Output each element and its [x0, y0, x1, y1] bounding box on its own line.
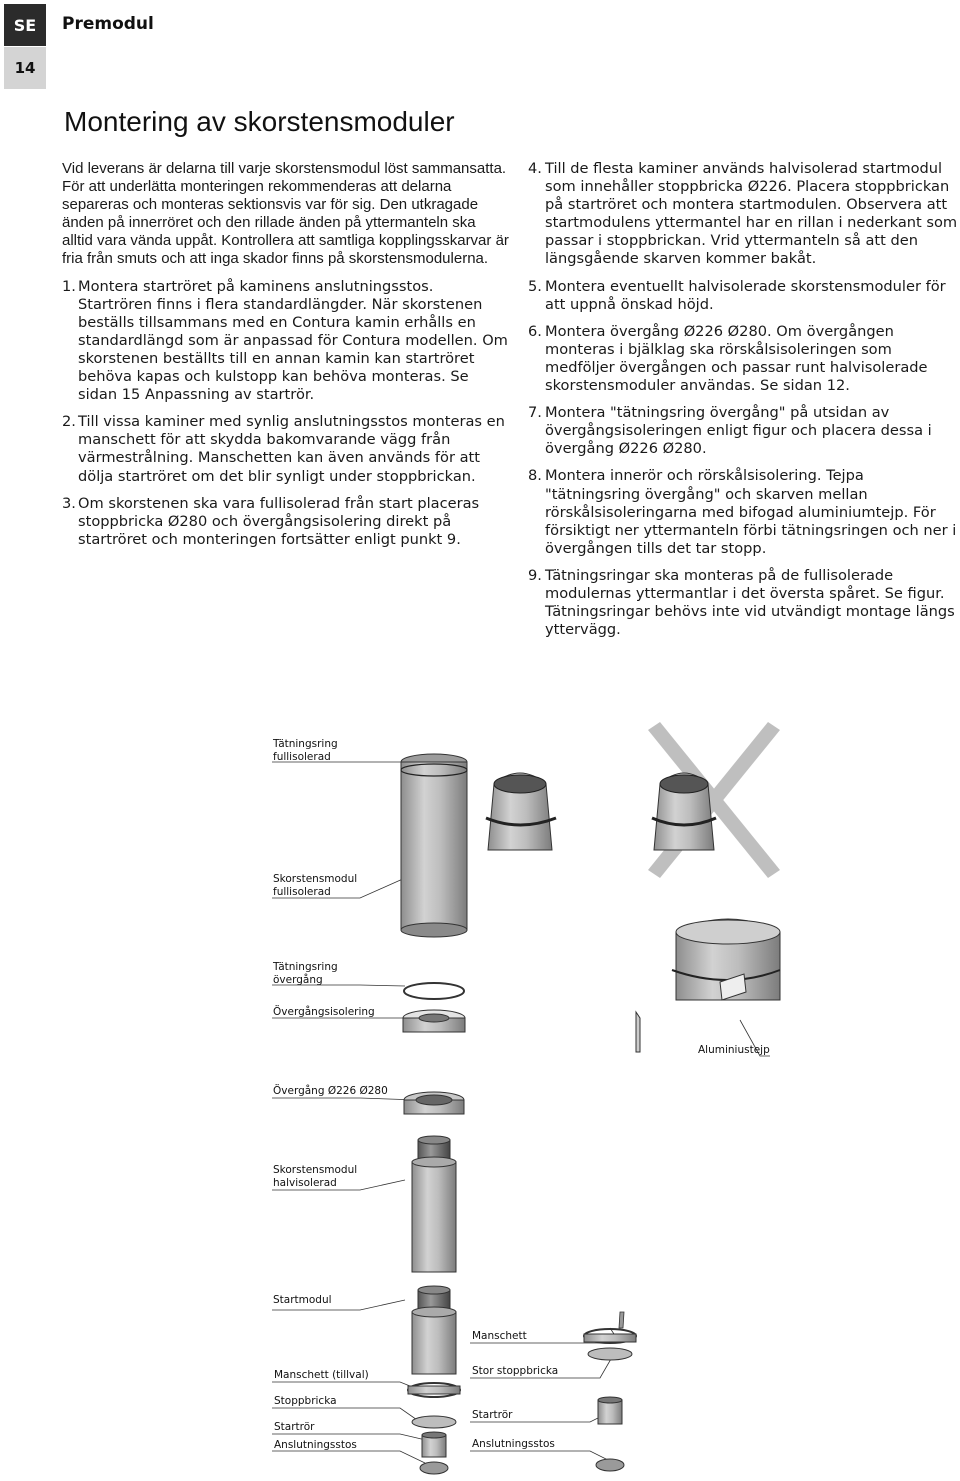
step-text: Montera innerör och rörskålsisolering. Tejpa "tätningsring övergång" och skarven mellan rörskålsisoleringarna med bifogad aluminiumtejp. För försiktigt ner yttermanteln förbi tätningsringen och ner i övergången tills det tar stopp. [545, 467, 957, 557]
manschett-stack [584, 1312, 636, 1471]
step-number: 1. [62, 277, 76, 295]
left-column [62, 160, 510, 558]
section-title: Premodul [62, 14, 154, 34]
step-text: Om skorstenen ska vara fullisolerad från start placeras stoppbricka Ø280 och övergångsisolering direkt på startröret och monteringen fortsätter enligt punkt 9. [78, 494, 480, 548]
leader-lines [272, 762, 770, 1463]
step-number: 2. [62, 413, 76, 431]
step-1 [62, 278, 510, 405]
step-text: Till de flesta kaminer används halvisolerad startmodul som innehåller stoppbricka Ø226. Placera stoppbrickan på startröret och montera startmodulen. Observera att startmodulens yttermantel har en rillan i nederkant som passar i stoppbrickan. Vrid yttermanteln så att den längsgående skarven kommer bakåt. [545, 160, 958, 268]
step-number: 9. [528, 566, 542, 584]
label-stoppbricka: Stoppbricka [274, 1395, 337, 1407]
step-4 [528, 160, 960, 269]
label-startmodul: Startmodul [273, 1294, 332, 1306]
label-manschett: Manschett [472, 1330, 527, 1342]
exploded-stack [401, 754, 467, 1474]
step-number: 3. [62, 494, 76, 512]
label-aluminiumtejp: Aluminiustejp [698, 1044, 770, 1056]
step-number: 7. [528, 404, 542, 422]
step-text: Till vissa kaminer med synlig anslutningsstos monteras en manschett för att skydda bakomvarande vägg från värmestrålning. Manschetten kan även används för att dölja startröret om det blir synligt under stoppbrickan. [78, 413, 505, 485]
label-overgang: Övergång Ø226 Ø280 [273, 1085, 388, 1097]
page-title: Montering av skorstensmoduler [64, 106, 455, 137]
step-2 [62, 413, 510, 485]
assembly-figure [0, 700, 960, 1481]
label-stor-stoppbricka: Stor stoppbricka [472, 1365, 559, 1377]
step-7 [528, 404, 960, 458]
detail-view [486, 722, 780, 1052]
step-number: 8. [528, 467, 542, 485]
label-skorstensmodul-fullisolerad: Skorstensmodul fullisolerad [273, 873, 358, 898]
label-tatningsring-overgang: Tätningsring övergång [273, 961, 338, 986]
label-startror-left: Startrör [274, 1421, 315, 1433]
step-5 [528, 278, 960, 314]
assembly-drawing [0, 700, 960, 1481]
label-overgangsisolering: Övergångsisolering [273, 1006, 375, 1018]
label-startror-right: Startrör [472, 1409, 513, 1421]
step-text: Montera övergång Ø226 Ø280. Om övergången monteras i bjälklag ska rörskålsisoleringen som medföljer övergången och passar runt halvisolerade skorstensmoduler användas. Se sidan 12. [545, 322, 928, 395]
label-anslutningsstos-right: Anslutningsstos [472, 1438, 555, 1450]
label-anslutningsstos-left: Anslutningsstos [274, 1439, 357, 1451]
step-9 [528, 567, 960, 639]
step-6 [528, 323, 960, 395]
step-8 [528, 467, 960, 557]
step-text: Montera startröret på kaminens anslutningsstos. Startrören finns i flera standardlängder. När skorstenen beställs tillsammans med en Contura kamin erhålls en standardlängd som är anpassad för Contura modellen. Om skorstenen beställts till en annan kamin kan startröret behöva kapas och kulstopp kan behöva monteras. Se sidan 15 Anpassning av startrör. [78, 277, 508, 404]
right-column [528, 160, 960, 648]
label-tatningsring-fullisolerad: Tätningsring fullisolerad [273, 738, 338, 763]
step-number: 5. [528, 277, 542, 295]
step-number: 4. [528, 160, 542, 177]
step-3 [62, 495, 510, 549]
step-text: Tätningsringar ska monteras på de fullisolerade modulernas yttermantlar i det översta spåret. Se figur. Tätningsringar behövs inte vid utvändigt montage längs yttervägg. [545, 566, 955, 639]
page-number: 14 [4, 47, 46, 89]
step-text: Montera "tätningsring övergång" på utsidan av övergångsisoleringen enligt figur och placera dessa i övergång Ø226 Ø280. [545, 404, 932, 458]
intro-paragraph: Vid leverans är delarna till varje skorstensmodul löst sammansatta. För att underlätta monteringen rekommenderas att delarna separeras och monteras sektionsvis var för sig. Den utkragade änden på innerröret och den rillade änden på yttermanteln ska alltid vara vända uppåt. Kontrollera att samtliga kopplingsskarvar är fria från smuts och att inga skador finns på skorstensmodulerna. [62, 160, 509, 268]
step-number: 6. [528, 322, 542, 340]
language-tab: SE [4, 4, 46, 46]
label-manschett-tillval: Manschett (tillval) [274, 1369, 369, 1381]
label-skorstensmodul-halvisolerad: Skorstensmodul halvisolerad [273, 1164, 358, 1189]
step-text: Montera eventuellt halvisolerade skorstensmoduler för att uppnå önskad höjd. [545, 277, 946, 313]
